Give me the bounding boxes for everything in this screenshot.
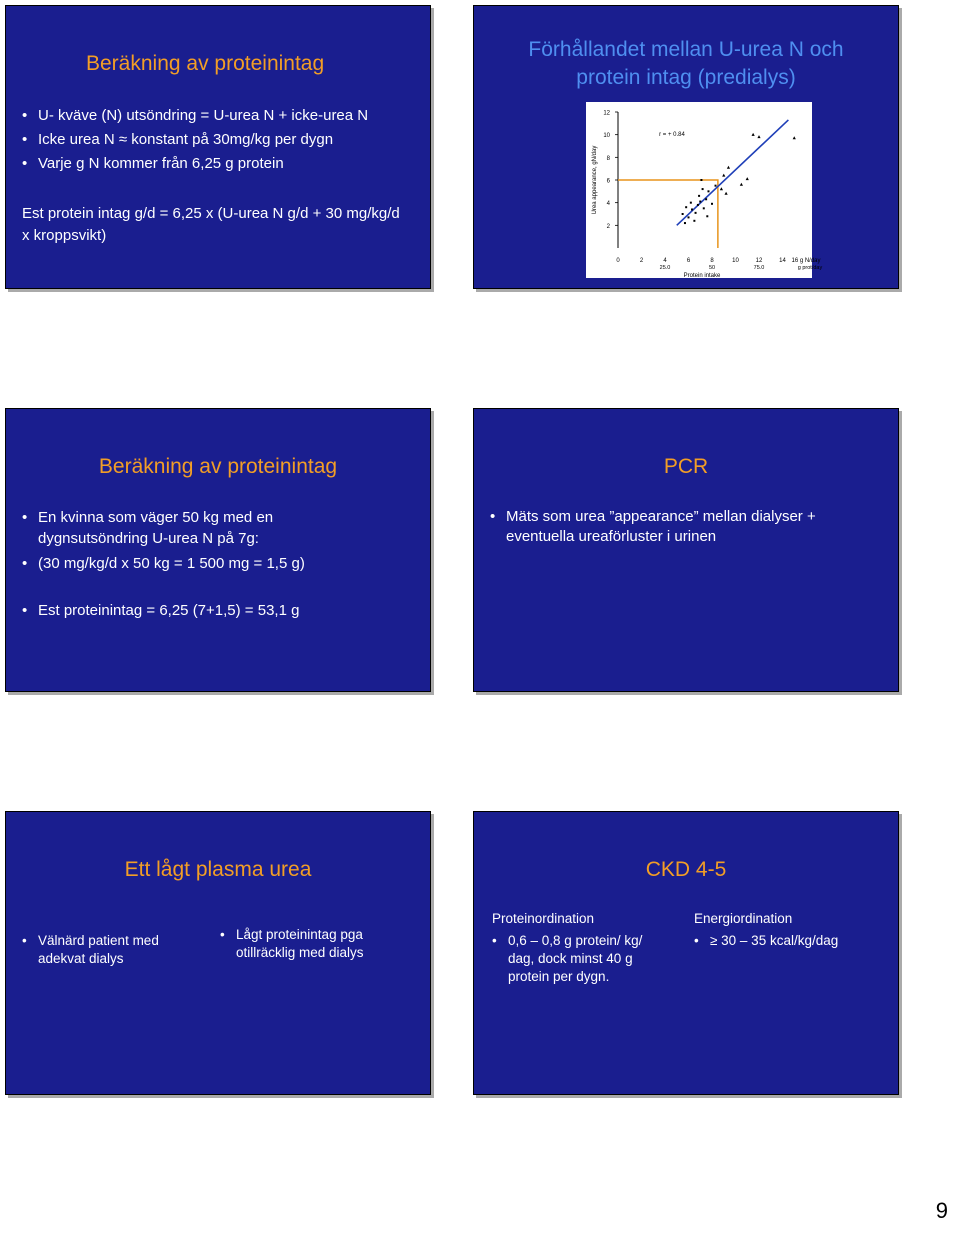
bullet-list bbox=[22, 104, 422, 176]
data-point bbox=[691, 208, 693, 210]
data-point bbox=[682, 213, 684, 215]
bullet-list bbox=[22, 507, 382, 574]
chart-svg bbox=[586, 102, 823, 279]
bullet-list bbox=[492, 932, 672, 986]
slide-title bbox=[474, 36, 898, 92]
bullet-list bbox=[22, 599, 402, 623]
data-point bbox=[711, 203, 713, 205]
slide-title: Beräkning av proteinintag bbox=[86, 52, 325, 75]
highlight-guide bbox=[618, 180, 718, 248]
bullet-list bbox=[694, 932, 884, 950]
title-line: Förhållandet mellan U-urea N och bbox=[528, 38, 844, 61]
data-point bbox=[740, 183, 743, 186]
scatter-chart bbox=[586, 102, 823, 279]
data-point bbox=[746, 177, 749, 180]
slide-pcr bbox=[473, 408, 899, 692]
data-point bbox=[698, 195, 700, 197]
x-tick-label: 10 bbox=[732, 258, 739, 264]
data-point bbox=[705, 198, 707, 200]
slide-low-plasma-urea bbox=[5, 811, 431, 1095]
bullet-list bbox=[490, 507, 886, 547]
bullet-item: • Lågt proteinintag pga otillräcklig med dialys bbox=[220, 926, 400, 962]
x-tick-label: 8 bbox=[710, 258, 714, 264]
data-point bbox=[699, 201, 701, 203]
slide-ckd bbox=[473, 811, 899, 1095]
slide-urea-vs-protein bbox=[473, 5, 899, 289]
y-tick-label: 8 bbox=[606, 155, 610, 162]
bullet-item: • Mäts som urea ”appearance” mellan dialyser + eventuella ureaförluster i urinen bbox=[490, 507, 886, 547]
x-tick-label: 6 bbox=[686, 258, 691, 264]
data-point bbox=[706, 215, 708, 217]
x-tick-label-secondary: 75.0 bbox=[753, 265, 765, 271]
x-tick-label: 4 bbox=[663, 258, 667, 264]
y-tick-label: 12 bbox=[603, 110, 610, 117]
x-tick-label-secondary: 50 bbox=[708, 265, 716, 271]
x-tick-label: 14 bbox=[779, 258, 786, 264]
data-point bbox=[725, 192, 728, 195]
correlation-annotation: r = + 0.84 bbox=[659, 131, 685, 138]
bullet-list bbox=[22, 932, 192, 968]
x-tick-label-secondary: 25.0 bbox=[659, 265, 671, 271]
data-point bbox=[752, 133, 755, 136]
data-point bbox=[715, 185, 717, 187]
data-point bbox=[702, 188, 704, 190]
data-point bbox=[720, 187, 723, 190]
data-point bbox=[703, 207, 705, 209]
x-tick-label: 12 bbox=[755, 258, 763, 264]
data-point bbox=[697, 204, 699, 206]
slide-title: PCR bbox=[663, 455, 709, 478]
bullet-item: • Välnärd patient med adekvat dialys bbox=[22, 932, 192, 968]
data-point bbox=[693, 220, 695, 222]
x-tick-label: 16 g N/day bbox=[791, 258, 821, 264]
slide-title: Ett lågt plasma urea bbox=[124, 858, 312, 881]
slide-title: Beräkning av proteinintag bbox=[98, 455, 338, 478]
formula-text: Est protein intag g/d = 6,25 x (U-urea N g/d + 30 mg/kg/d x kroppsvikt) bbox=[22, 205, 400, 244]
data-point bbox=[793, 136, 796, 139]
slide-protein-calc bbox=[5, 5, 431, 289]
regression-line bbox=[677, 120, 789, 225]
data-point bbox=[690, 202, 692, 204]
data-point bbox=[695, 212, 697, 214]
x-tick-label: 0 bbox=[616, 258, 620, 264]
data-point bbox=[707, 190, 709, 192]
data-point bbox=[722, 174, 725, 177]
data-point bbox=[685, 206, 687, 208]
bullet-item: • En kvinna som väger 50 kg med en dygnsutsöndring U-urea N på 7g: bbox=[22, 507, 382, 549]
data-point bbox=[727, 166, 730, 169]
y-tick-label: 10 bbox=[603, 133, 610, 140]
data-point bbox=[700, 179, 702, 181]
bullet-item: • Est proteinintag = 6,25 (7+1,5) = 53,1 g bbox=[22, 599, 402, 623]
x-tick-label: 2 bbox=[639, 258, 644, 264]
column-heading: Energiordination bbox=[694, 911, 793, 926]
slide-title: CKD 4-5 bbox=[645, 858, 727, 881]
y-tick-label: 2 bbox=[606, 223, 610, 230]
bullet-item: • 0,6 – 0,8 g protein/ kg/ dag, dock minst 40 g protein per dygn. bbox=[492, 932, 672, 986]
y-tick-label: 4 bbox=[606, 201, 610, 208]
slide-protein-example bbox=[5, 408, 431, 692]
bullet-item: • (30 mg/kg/d x 50 kg = 1 500 mg = 1,5 g) bbox=[22, 553, 382, 574]
bullet-item: • U- kväve (N) utsöndring = U-urea N + icke-urea N bbox=[22, 104, 422, 128]
data-point bbox=[684, 222, 686, 224]
column-heading: Proteinordination bbox=[492, 911, 595, 926]
bullet-item: • Varje g N kommer från 6,25 g protein bbox=[22, 152, 422, 176]
y-axis-label: Urea appearance, gN/day bbox=[592, 145, 598, 215]
data-point bbox=[757, 135, 760, 138]
x-axis-label: Protein intake bbox=[683, 273, 721, 279]
data-point bbox=[688, 216, 690, 218]
title-line: protein intag (predialys) bbox=[576, 66, 796, 89]
page-number: 9 bbox=[935, 1198, 948, 1223]
bullet-item: • ≥ 30 – 35 kcal/kg/dag bbox=[694, 932, 884, 950]
bullet-item: • Icke urea N ≈ konstant på 30mg/kg per dygn bbox=[22, 128, 422, 152]
x-tick-label-secondary: g prot/day bbox=[797, 265, 823, 271]
bullet-list bbox=[220, 926, 400, 962]
y-tick-label: 6 bbox=[606, 178, 610, 185]
